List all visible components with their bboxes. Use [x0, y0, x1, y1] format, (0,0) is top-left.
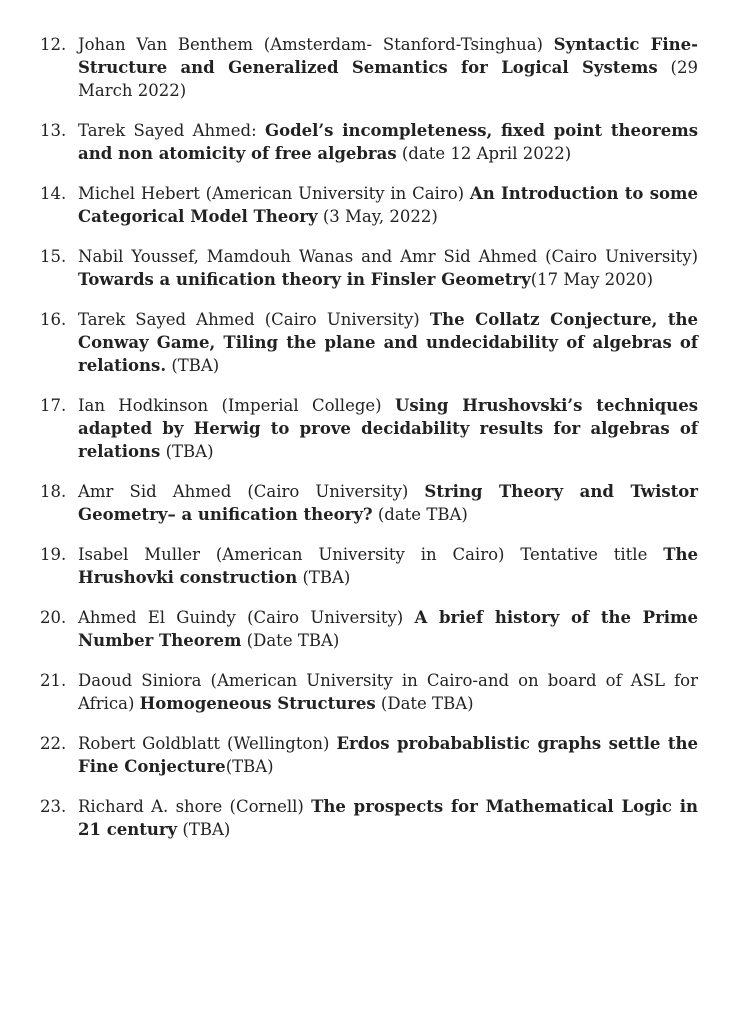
talk-text	[78, 732, 698, 778]
talk-text	[78, 795, 698, 841]
talk-date: (TBA)	[177, 820, 231, 839]
talk-item	[40, 669, 698, 715]
talk-date: (TBA)	[160, 442, 214, 461]
talk-date: (TBA)	[166, 356, 220, 375]
item-number: 17.	[40, 396, 67, 415]
talk-item	[40, 480, 698, 526]
talk-speaker: Michel Hebert (American University in Cairo)	[78, 184, 470, 203]
talk-title: Erdos probabablistic graphs settle the Fine Conjecture	[78, 734, 699, 776]
talk-item	[40, 119, 698, 165]
item-number: 13.	[40, 121, 67, 140]
talk-item	[40, 33, 698, 102]
talk-item	[40, 394, 698, 463]
talk-text	[78, 119, 698, 165]
talk-item	[40, 732, 698, 778]
talk-date: (Date TBA)	[375, 694, 474, 713]
talk-text	[78, 480, 698, 526]
talk-title: Using Hrushovski’s techniques adapted by Herwig to prove decidability results for algebras of relations	[78, 396, 698, 461]
talk-date: (date 12 April 2022)	[396, 144, 572, 163]
talk-text	[78, 669, 698, 715]
talk-list	[40, 33, 698, 841]
talk-speaker: Robert Goldblatt (Wellington)	[78, 734, 337, 753]
talk-date: (Date TBA)	[241, 631, 340, 650]
talk-date: (17 May 2020)	[530, 270, 654, 289]
talk-text	[78, 394, 698, 463]
item-number: 19.	[40, 545, 67, 564]
talk-speaker: Tarek Sayed Ahmed (Cairo University)	[78, 310, 430, 329]
talk-title: The Collatz Conjecture, the Conway Game, Tiling the plane and undecidability of algebras of relations.	[78, 310, 699, 375]
talk-speaker: Amr Sid Ahmed (Cairo University)	[78, 482, 425, 501]
item-number: 12.	[40, 35, 67, 54]
talk-date: (TBA)	[297, 568, 351, 587]
talk-date: (date TBA)	[372, 505, 468, 524]
talk-date: (TBA)	[225, 757, 274, 776]
item-number: 20.	[40, 608, 67, 627]
item-number: 23.	[40, 797, 67, 816]
item-number: 14.	[40, 184, 67, 203]
talk-title: A brief history of the Prime Number Theorem	[78, 608, 699, 650]
talk-text	[78, 33, 698, 102]
item-number: 16.	[40, 310, 67, 329]
talk-title: Godel’s incompleteness, fixed point theorems and non atomicity of free algebras	[78, 121, 698, 163]
item-number: 18.	[40, 482, 67, 501]
talk-speaker: Ahmed El Guindy (Cairo University)	[78, 608, 415, 627]
talk-text	[78, 606, 698, 652]
talk-title: The Hrushovki construction	[78, 545, 698, 587]
talk-title: Syntactic Fine-Structure and Generalized Semantics for Logical Systems	[78, 35, 698, 77]
talk-title: String Theory and Twistor Geometry– a unification theory?	[78, 482, 698, 524]
talk-item	[40, 308, 698, 377]
talk-item	[40, 543, 698, 589]
talk-speaker: Tarek Sayed Ahmed:	[78, 121, 265, 140]
talk-date: (29 March 2022)	[78, 58, 698, 100]
talk-speaker: Ian Hodkinson (Imperial College)	[78, 396, 395, 415]
talk-speaker: Isabel Muller (American University in Cairo) Tentative title	[78, 545, 664, 564]
talk-item	[40, 606, 698, 652]
item-number: 22.	[40, 734, 67, 753]
talk-text	[78, 245, 698, 291]
item-number: 21.	[40, 671, 67, 690]
talk-item	[40, 795, 698, 841]
talk-title: An Introduction to some Categorical Model Theory	[78, 184, 698, 226]
talk-text	[78, 543, 698, 589]
talk-title: The prospects for Mathematical Logic in 21 century	[78, 797, 698, 839]
talk-text	[78, 182, 698, 228]
talk-speaker: Nabil Youssef, Mamdouh Wanas and Amr Sid Ahmed (Cairo University)	[78, 247, 698, 266]
talk-speaker: Daoud Siniora (American University in Cairo-and on board of ASL for Africa)	[78, 671, 698, 713]
talk-title: Towards a unification theory in Finsler Geometry	[78, 270, 531, 289]
talk-text	[78, 308, 698, 377]
talk-title: Homogeneous Structures	[139, 694, 376, 713]
talk-item	[40, 182, 698, 228]
item-number: 15.	[40, 247, 67, 266]
talk-date: (3 May, 2022)	[317, 207, 438, 226]
talk-speaker: Richard A. shore (Cornell)	[78, 797, 312, 816]
talk-speaker: Johan Van Benthem (Amsterdam- Stanford-Tsinghua)	[78, 35, 554, 54]
talk-item	[40, 245, 698, 291]
